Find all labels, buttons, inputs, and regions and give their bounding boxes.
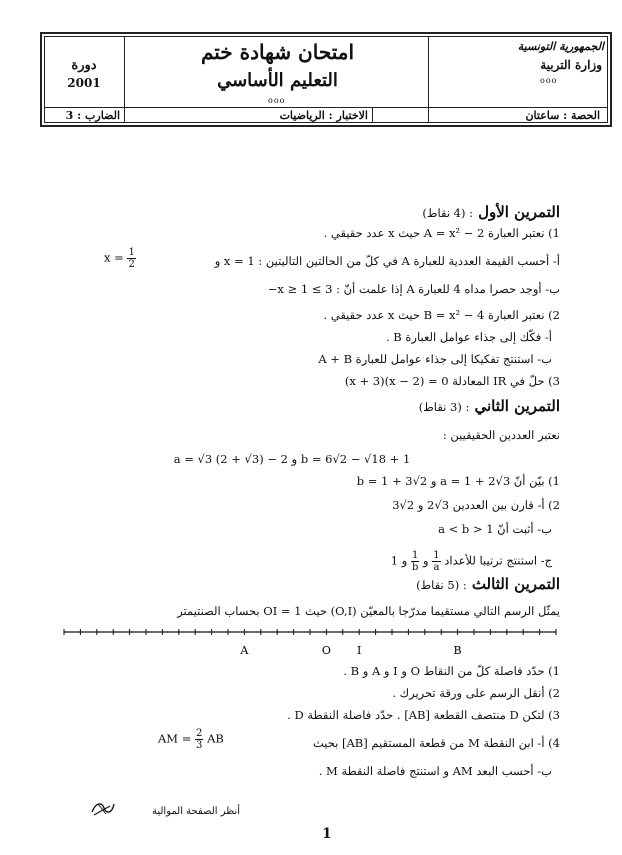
ex3-line4: 3) لتكن D منتصف القطعة [AB] . حدّد فاصلة النقطة D .	[287, 708, 560, 722]
ex1-frac	[127, 247, 135, 270]
axis-label-b: B	[453, 644, 462, 657]
ex2-frac-b-num: 1	[412, 550, 419, 561]
ex2-line6	[32, 550, 552, 573]
ex1-line7: 3) حلّ في IR المعادلة 0 = (x − 2)(x + 3)	[344, 374, 560, 388]
number-line-axis	[64, 629, 556, 657]
ex2-line3: 1) بيّن أنّ a = 1 + 2√3 و b = 1 + 3√2	[356, 474, 560, 488]
ex2-line1: نعتبر العددين الحقيقيين :	[442, 428, 560, 442]
header-vline-right	[428, 36, 429, 123]
ex3-line6: ب- أحسب البعد AM و استنتج فاصلة النقطة M .	[318, 764, 552, 778]
session-year: 2001	[67, 76, 101, 90]
ex2-frac-a-num: 1	[433, 550, 440, 561]
ex3-line1: يمثّل الرسم التالي مستقيما مدرّجا بالمعيّن (O,I) حيث OI = 1 بحساب الصنتيمتر	[177, 604, 560, 618]
ex3-points: : (5 نقاط)	[416, 578, 467, 592]
ex1-line3: ب- أوجد حصرا مداه 4 للعبارة A إذا علمت أنّ : 3 ≥ x ≥ 1−	[267, 282, 560, 296]
ex3-line5: 4) أ- ابن النقطة M من قطعة المستقيم [AB] بحيث	[312, 736, 560, 750]
number-line	[60, 618, 560, 660]
ex1-line2-fraction	[104, 247, 136, 270]
republic-label: الجمهورية التونسية	[517, 40, 604, 53]
ex3-formula-lhs: AM =	[158, 731, 192, 746]
header-deco-right: ooo	[540, 76, 558, 85]
ex3-formula-frac	[195, 728, 203, 751]
ex2-line2: a = √3 (2 + √3) − 2 و b = 6√2 − √18 + 1	[173, 452, 411, 466]
header-divider	[44, 107, 608, 108]
ex1-frac-lhs: x =	[104, 250, 124, 265]
ex3-line2: 1) حدّد فاصلة كلّ من النقاط O و I و A و B .	[343, 664, 560, 678]
header-vline-mid	[372, 107, 373, 123]
ex1-frac-num: 1	[128, 247, 135, 258]
ex1-line5: أ- فكّك إلى جذاء عوامل العبارة B .	[385, 330, 552, 344]
ex3-formula-num: 2	[196, 728, 203, 739]
header-vline-left	[124, 36, 125, 123]
ex3-title: التمرين الثالث	[471, 575, 560, 593]
ex1-title: التمرين الأول	[478, 203, 560, 221]
exam-subtitle: التعليم الأساسي	[217, 70, 338, 91]
ex2-frac-b-den: b	[411, 562, 419, 573]
coefficient-label: الضارب : 3	[65, 109, 120, 122]
ex2-line6-end: و 1	[390, 553, 408, 568]
axis-label-i: I	[357, 644, 362, 657]
ex2-line6-text: ج- استنتج ترتيبا للأعداد	[444, 553, 552, 568]
page-number: 1	[322, 826, 332, 842]
footer-note: أنظر الصفحة الموالية	[152, 806, 240, 817]
ex1-frac-den: 2	[128, 259, 135, 270]
ex1-heading	[40, 202, 560, 221]
subject-label: الاختبار : الرياضيات	[279, 109, 368, 122]
header-deco-center: ooo	[268, 96, 286, 105]
axis-label-o: O	[321, 644, 331, 657]
ex3-line5-formula	[158, 728, 224, 751]
ex3-formula-den: 3	[196, 740, 203, 751]
ex1-line1: 1) نعتبر العبارة A = x² − 2 حيث x عدد حقيقي .	[323, 226, 560, 240]
ex2-line4: 2) أ- قارن بين العددين 3√2 و 2√3	[392, 498, 560, 512]
ex1-line2: أ- أحسب القيمة العددية للعبارة A في كلّ من الحالتين التاليتين : x = 1 و	[214, 254, 560, 268]
ex2-points: : (3 نقاط)	[418, 400, 470, 414]
ex2-frac-a	[432, 550, 440, 573]
ex2-line5: ب- أثبت أنّ 1 < a < b	[438, 522, 552, 536]
ex2-frac-b	[411, 550, 419, 573]
ex2-title: التمرين الثاني	[474, 397, 560, 415]
exam-title: امتحان شهادة ختم	[200, 40, 355, 64]
ex3-line3: 2) أنقل الرسم على ورقة تحريرك .	[392, 686, 560, 700]
page-turn-icon	[90, 800, 116, 822]
ex2-heading	[40, 396, 560, 415]
session-label: دورة	[71, 58, 97, 73]
ex2-frac-a-den: a	[433, 562, 440, 573]
duration-label: الحصة : ساعتان	[525, 109, 600, 122]
axis-label-a: A	[240, 644, 249, 657]
ex1-line4: 2) نعتبر العبارة B = x² − 4 حيث x عدد حقيقي .	[323, 308, 560, 322]
ex3-formula-rhs: AB	[207, 731, 224, 746]
ex2-line6-and: و	[423, 553, 429, 568]
ex3-heading	[40, 574, 560, 593]
ex1-points: : (4 نقاط)	[422, 206, 473, 220]
ministry-label: وزارة التربية	[540, 58, 602, 72]
ex1-line6: ب- استنتج تفكيكا إلى جذاء عوامل للعبارة A + B	[318, 352, 552, 366]
